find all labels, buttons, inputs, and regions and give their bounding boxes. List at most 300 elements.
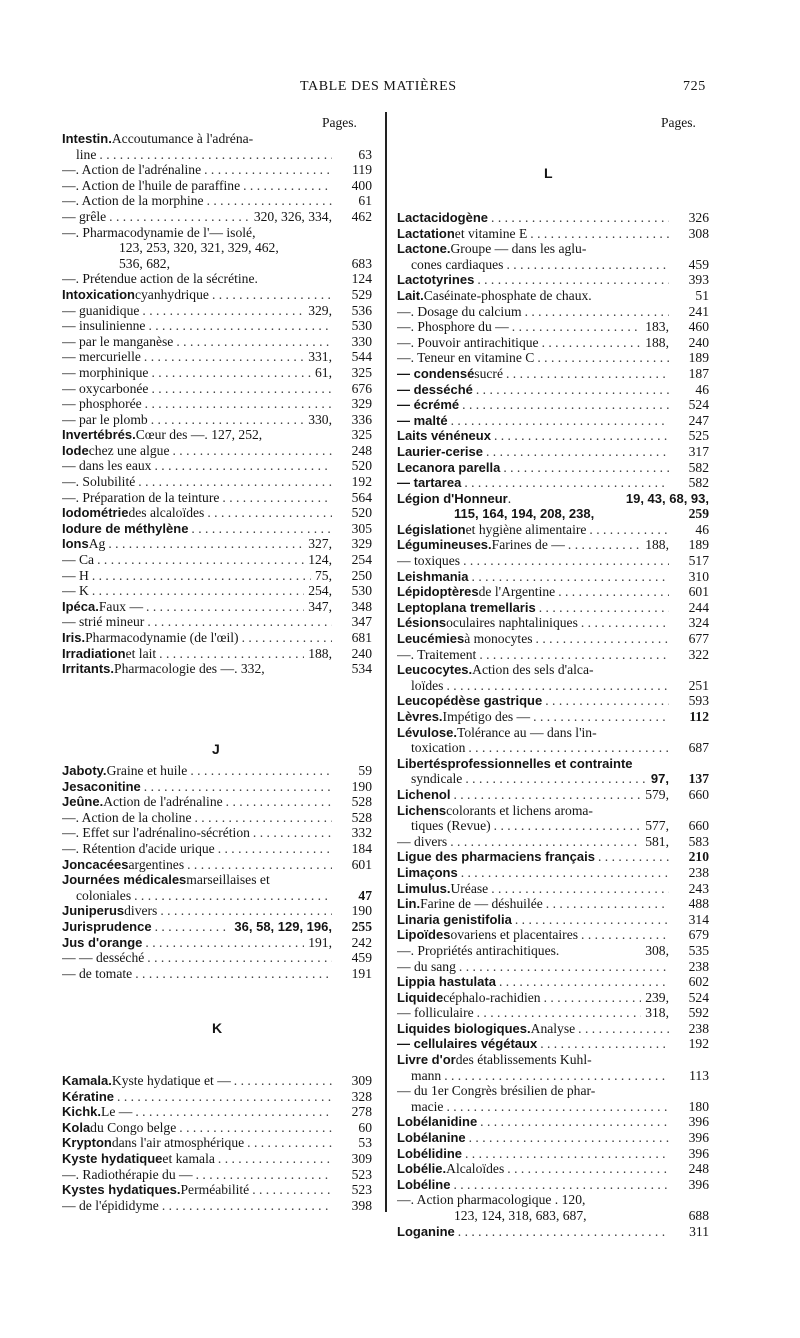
page-ref: 189 <box>688 350 709 366</box>
entry-heading: —. Rétention d'acide urique <box>62 840 215 856</box>
index-entry <box>62 162 372 178</box>
entry-heading: — phosphorée <box>62 396 142 412</box>
page-ref: 525 <box>688 428 709 444</box>
index-entry <box>62 614 372 630</box>
index-entry <box>62 349 372 365</box>
page-refs: 36, 58, 129, 196, <box>234 918 332 934</box>
page-refs: 577, <box>645 818 669 834</box>
index-entry <box>62 474 372 490</box>
dot-leader <box>455 1224 669 1240</box>
dot-leader <box>170 443 333 459</box>
index-entry <box>62 536 372 552</box>
page-ref: 192 <box>351 474 372 490</box>
entry-heading: 123, 124, 318, 683, 687, <box>454 1208 587 1223</box>
spacer <box>586 241 709 257</box>
page-ref: 180 <box>688 1098 709 1114</box>
entry-heading: — — desséché <box>62 950 145 966</box>
page-ref: 119 <box>352 162 372 178</box>
page-ref: 681 <box>351 630 372 645</box>
index-entry <box>397 475 709 491</box>
page-ref: 582 <box>688 475 709 491</box>
entry-heading: —. Traitement <box>397 646 477 662</box>
index-entry <box>62 396 372 412</box>
dot-leader <box>156 646 304 662</box>
entry-heading: Laits vénéneux <box>397 428 491 444</box>
entry-heading: —. Radiothérapie du — <box>62 1166 193 1182</box>
entry-heading: —. Pharmacodynamie de l'— isolé, <box>62 224 256 240</box>
dot-leader <box>159 1198 332 1214</box>
page-ref: 59 <box>358 763 372 778</box>
page-ref: 314 <box>688 911 709 927</box>
dot-leader <box>530 709 669 725</box>
page-ref: 238 <box>688 864 709 880</box>
entry-heading: Lobélanine <box>397 1130 466 1146</box>
dot-leader <box>496 974 669 990</box>
entry-heading: Lait. <box>397 287 424 303</box>
page-ref: 310 <box>688 568 709 584</box>
page-refs: 97, <box>650 771 669 787</box>
page-ref: 676 <box>351 380 372 396</box>
page-refs: 318, <box>645 1005 669 1021</box>
page-ref: 462 <box>351 208 372 224</box>
entry-heading: Lichens <box>397 802 447 818</box>
entry-heading: Laurier-cerise <box>397 443 483 459</box>
index-block-l <box>397 210 709 1239</box>
spacer <box>255 225 372 241</box>
index-entry <box>397 1005 709 1021</box>
index-entry <box>62 1198 372 1214</box>
page-ref: 564 <box>351 489 372 505</box>
column-divider <box>385 112 387 1212</box>
entry-heading: Lactone. <box>397 241 451 257</box>
dot-leader <box>131 888 332 904</box>
dot-leader <box>522 304 669 320</box>
index-entry <box>397 756 709 772</box>
entry-text: Ag <box>88 536 106 552</box>
dot-leader <box>148 412 305 428</box>
page-ref: 46 <box>695 381 709 397</box>
entry-heading: — du sang <box>397 958 456 974</box>
index-entry <box>397 849 709 865</box>
entry-heading: Leishmania <box>397 568 469 584</box>
entry-heading: Libertés <box>397 755 448 771</box>
page-refs: 239, <box>645 989 669 1005</box>
entry-heading: Kystes hydatiques. <box>62 1182 181 1198</box>
entry-heading: Kola <box>62 1119 91 1135</box>
entry-text: céphalo-rachidien <box>443 989 541 1005</box>
page-ref: 679 <box>688 927 709 943</box>
spacer <box>258 271 332 287</box>
page-refs: 308, <box>645 942 669 958</box>
index-entry <box>62 1104 372 1120</box>
entry-text: chez une algue <box>88 442 170 458</box>
page-refs: 331, <box>308 349 332 365</box>
index-entry <box>397 990 709 1006</box>
page-ref: 400 <box>351 177 372 193</box>
index-entry <box>397 1083 709 1099</box>
index-entry <box>62 552 372 568</box>
entry-heading: Lecanora parella <box>397 459 501 475</box>
page-ref: 251 <box>688 677 709 693</box>
dot-leader <box>96 147 332 163</box>
entry-heading: Jus d'orange <box>62 934 143 950</box>
page-ref: 393 <box>688 272 709 288</box>
page-ref: 459 <box>688 256 709 272</box>
entry-heading: Invertébrés. <box>62 427 136 443</box>
entry-text: des établissements Kuhl- <box>455 1052 592 1068</box>
index-entry <box>397 319 709 335</box>
entry-heading: Lobélidine <box>397 1145 462 1161</box>
index-entry <box>397 428 709 444</box>
page-ref: 688 <box>688 1208 709 1223</box>
page-ref: 332 <box>351 825 372 841</box>
entry-heading: Lactation <box>397 225 455 241</box>
index-entry <box>397 896 709 912</box>
entry-heading: — par le manganèse <box>62 333 174 349</box>
page-ref: 396 <box>688 1176 709 1192</box>
spacer <box>594 662 709 678</box>
dot-leader <box>143 599 304 615</box>
dot-leader <box>148 381 332 397</box>
index-entry <box>62 147 372 163</box>
dot-leader <box>466 1130 669 1146</box>
index-entry <box>397 444 709 460</box>
page-ref: 259 <box>688 506 709 522</box>
page-ref: 601 <box>688 584 709 600</box>
page-ref: 602 <box>688 974 709 990</box>
index-entry <box>62 458 372 474</box>
index-entry <box>397 912 709 928</box>
page-ref: 660 <box>688 818 709 834</box>
index-entry <box>397 803 709 819</box>
page-ref: 254 <box>351 552 372 568</box>
entry-heading: — dans les eaux <box>62 458 152 474</box>
entry-text: . <box>507 490 512 506</box>
entry-heading: — folliculaire <box>397 1005 474 1021</box>
index-entry <box>62 599 372 615</box>
entry-heading: cones cardiaques <box>411 256 504 272</box>
pages-label-left: Pages. <box>322 115 357 130</box>
index-entry <box>62 1089 372 1105</box>
dot-leader <box>447 834 641 850</box>
index-entry <box>397 272 709 288</box>
entry-text: Faux — <box>98 598 144 614</box>
index-entry <box>397 693 709 709</box>
dot-leader <box>94 552 304 568</box>
page-ref: 63 <box>358 146 372 162</box>
dot-leader <box>135 474 332 490</box>
page-ref: 189 <box>688 537 709 553</box>
index-entry <box>62 779 372 795</box>
index-entry <box>397 834 709 850</box>
dot-leader <box>204 193 332 209</box>
page-ref: 47 <box>358 887 372 903</box>
entry-heading: — grêle <box>62 208 107 224</box>
dot-leader <box>106 209 250 225</box>
index-entry <box>62 919 372 935</box>
dot-leader <box>536 600 669 616</box>
dot-leader <box>157 903 332 919</box>
entry-heading: Kyste hydatique <box>62 1150 163 1166</box>
entry-text: dans l'air atmosphérique <box>111 1135 245 1151</box>
index-entry <box>397 288 709 304</box>
index-entry <box>397 335 709 351</box>
page-ref: 190 <box>351 903 372 919</box>
page-refs: 254, <box>308 583 332 599</box>
index-entry <box>397 569 709 585</box>
index-entry <box>62 412 372 428</box>
page-ref: 328 <box>351 1088 372 1104</box>
index-entry <box>397 1099 709 1115</box>
entry-heading: Lévulose. <box>397 724 457 740</box>
dot-leader <box>491 428 669 444</box>
entry-heading: Lipoïdes <box>397 927 451 943</box>
entry-heading: Jesaconitine <box>62 778 141 794</box>
dot-leader <box>462 771 647 787</box>
index-entry <box>397 241 709 257</box>
entry-heading: Lactotyrines <box>397 272 475 288</box>
entry-text: et hygiène alimentaire <box>465 521 587 537</box>
entry-text: et vitamine E <box>454 225 528 241</box>
page-ref: 51 <box>695 287 709 303</box>
dot-leader <box>488 881 669 897</box>
dot-leader <box>89 583 304 599</box>
entry-heading: —. Action de la morphine <box>62 193 204 209</box>
index-entry <box>62 841 372 857</box>
spacer <box>270 872 372 888</box>
entry-heading: Légion d'Honneur <box>397 490 508 506</box>
entry-heading: —. Action de la choline <box>62 809 192 825</box>
page-ref: 248 <box>351 442 372 458</box>
entry-text: Groupe — dans les aglu- <box>450 241 587 257</box>
dot-leader <box>240 178 332 194</box>
index-entry <box>397 771 709 787</box>
dot-leader <box>539 335 642 351</box>
index-entry <box>397 226 709 242</box>
index-entry <box>397 959 709 975</box>
entry-text: Action de l'adrénaline <box>103 794 223 810</box>
dot-leader <box>151 458 332 474</box>
index-entry <box>62 443 372 459</box>
dot-leader <box>586 522 669 538</box>
entry-heading: — K <box>62 583 89 599</box>
index-entry <box>62 381 372 397</box>
page-ref: 61 <box>358 193 372 209</box>
entry-text: professionnelles et contrainte <box>447 755 633 771</box>
index-entry <box>397 257 709 273</box>
page-ref: 592 <box>688 1005 709 1021</box>
entry-heading: coloniales <box>76 887 132 903</box>
dot-leader <box>105 536 304 552</box>
index-entry <box>397 382 709 398</box>
entry-heading: Lésions <box>397 615 447 631</box>
page-ref: 278 <box>351 1104 372 1120</box>
index-entry <box>397 1208 709 1224</box>
page-ref: 322 <box>688 646 709 662</box>
index-entry <box>397 865 709 881</box>
index-entry <box>62 646 372 662</box>
entry-heading: 123, 253, 320, 321, 329, 462, <box>119 240 279 256</box>
page-ref: 530 <box>351 583 372 599</box>
index-entry <box>62 1167 372 1183</box>
index-entry <box>62 872 372 888</box>
dot-leader <box>512 912 669 928</box>
entry-heading: Loganine <box>397 1223 455 1239</box>
dot-leader <box>565 537 641 553</box>
dot-leader <box>555 584 669 600</box>
page-ref: 46 <box>695 521 709 537</box>
spacer <box>585 1192 709 1208</box>
entry-heading: —. Action de l'adrénaline <box>62 162 202 178</box>
page-ref: 348 <box>351 598 372 614</box>
entry-heading: Limaçons <box>397 864 458 880</box>
page-ref: 336 <box>351 411 372 427</box>
entry-heading: — strié mineur <box>62 614 145 630</box>
spacer <box>592 288 669 304</box>
index-entry <box>397 553 709 569</box>
index-entry <box>62 193 372 209</box>
entry-heading: Intestin. <box>62 131 112 146</box>
index-entry <box>397 974 709 990</box>
dot-leader <box>192 810 333 826</box>
entry-heading: mann <box>411 1067 442 1083</box>
page-ref: 398 <box>351 1197 372 1213</box>
index-entry <box>397 304 709 320</box>
entry-heading: — morphinique <box>62 364 149 380</box>
entry-heading: — oxycarbonée <box>62 380 149 396</box>
dot-leader <box>527 226 669 242</box>
page-ref: 517 <box>688 553 709 569</box>
entry-heading: Lobélanidine <box>397 1114 478 1130</box>
dot-leader <box>483 444 669 460</box>
dot-leader <box>144 950 332 966</box>
index-entry <box>62 1135 372 1151</box>
entry-heading: Irradiation <box>62 645 126 661</box>
entry-text: Accoutumance à l'adréna- <box>111 131 254 146</box>
index-entry <box>397 350 709 366</box>
page-ref: 520 <box>351 505 372 521</box>
index-entry <box>397 460 709 476</box>
entry-heading: Lichenol <box>397 786 451 802</box>
entry-heading: Kamala. <box>62 1073 112 1088</box>
dot-leader <box>201 162 332 178</box>
entry-heading: 536, 682, <box>119 255 170 271</box>
entry-text: Pharmacodynamie (de l'œil) <box>85 630 239 645</box>
page-refs: 581, <box>645 833 669 849</box>
entry-text: Farine de — déshuilée <box>420 896 543 912</box>
page-ref: 583 <box>688 833 709 849</box>
entry-heading: Iode <box>62 442 89 458</box>
entry-heading: —. Pouvoir antirachitique <box>397 334 539 350</box>
index-entry <box>62 583 372 599</box>
entry-text: argentines <box>128 856 185 872</box>
entry-heading: Leucopédèse gastrique <box>397 693 543 709</box>
index-block-k <box>62 1073 372 1213</box>
index-entry <box>397 787 709 803</box>
entry-heading: 115, 164, 194, 208, 238, <box>454 506 595 522</box>
dot-leader <box>215 841 332 857</box>
entry-text: Pharmacologie des —. 332, <box>114 661 265 677</box>
page-ref: 535 <box>688 942 709 958</box>
page-refs: 188, <box>308 645 332 661</box>
spacer <box>265 661 332 677</box>
entry-heading: toxication <box>411 740 466 756</box>
index-entry <box>62 225 372 241</box>
entry-heading: — tartarea <box>397 475 462 491</box>
entry-heading: Ions <box>62 536 89 552</box>
entry-heading: — de l'épididyme <box>62 1197 159 1213</box>
entry-heading: Juniperus <box>62 903 125 919</box>
page-ref: 329 <box>351 536 372 552</box>
index-entry <box>62 966 372 982</box>
page-ref: 330 <box>351 333 372 349</box>
index-entry <box>62 661 372 677</box>
dot-leader <box>193 1167 332 1183</box>
entry-text: Perméabilité <box>180 1182 250 1198</box>
spacer <box>170 256 332 272</box>
dot-leader <box>456 959 669 975</box>
pages-label-right: Pages. <box>661 115 696 130</box>
entry-heading: Lépidoptères <box>397 584 479 600</box>
entry-heading: Iodométrie <box>62 505 129 521</box>
entry-text: Analyse <box>530 1020 576 1036</box>
page-ref: 660 <box>688 786 709 802</box>
spacer <box>262 427 332 443</box>
entry-text: de l'Argentine <box>478 584 556 600</box>
entry-heading: Lobélie. <box>397 1161 447 1177</box>
index-entry <box>397 678 709 694</box>
index-entry <box>62 505 372 521</box>
section-letter-j: J <box>212 741 220 757</box>
page-ref: 184 <box>351 840 372 856</box>
entry-text: Action des sels d'alca- <box>472 662 594 678</box>
index-block-j <box>62 763 372 981</box>
spacer <box>279 240 372 256</box>
index-entry <box>397 615 709 631</box>
index-entry <box>62 888 372 904</box>
entry-heading: Iodure de méthylène <box>62 520 189 536</box>
index-entry <box>62 240 372 256</box>
dot-leader <box>223 794 332 810</box>
dot-leader <box>465 740 669 756</box>
index-entry <box>62 521 372 537</box>
entry-heading: Kichk. <box>62 1104 102 1120</box>
page-ref: 687 <box>688 740 709 756</box>
dot-leader <box>488 210 669 226</box>
page-refs: 188, <box>645 537 669 553</box>
page-ref: 524 <box>688 989 709 1005</box>
dot-leader <box>209 287 332 303</box>
page-ref: 523 <box>351 1166 372 1182</box>
entry-heading: Lactacidogène <box>397 210 489 225</box>
entry-text: oculaires naphtaliniques <box>446 615 578 631</box>
page-ref: 305 <box>351 520 372 536</box>
dot-leader <box>543 896 669 912</box>
index-entry <box>397 1177 709 1193</box>
spacer <box>595 1083 709 1099</box>
page-ref: 250 <box>351 567 372 583</box>
dot-leader <box>145 318 332 334</box>
dot-leader <box>469 569 669 585</box>
index-entry <box>397 943 709 959</box>
page-ref: 530 <box>351 318 372 334</box>
dot-leader <box>491 818 642 834</box>
page-ref: 238 <box>688 1020 709 1036</box>
index-entry <box>397 1036 709 1052</box>
page-ref: 601 <box>351 856 372 872</box>
page-ref: 240 <box>351 645 372 661</box>
page-ref: 396 <box>688 1114 709 1130</box>
